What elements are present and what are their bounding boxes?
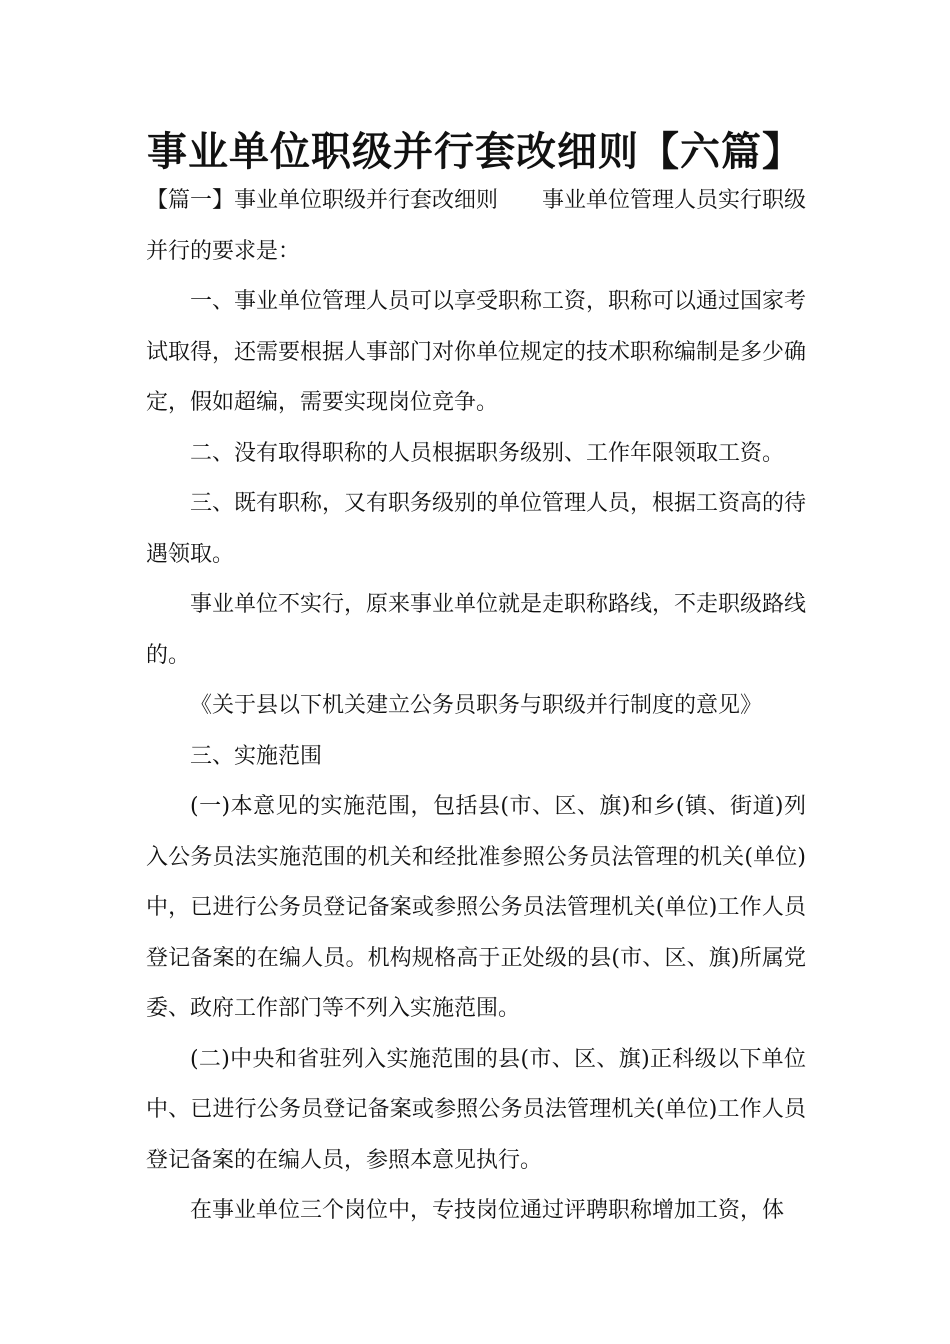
paragraph-6: 《关于县以下机关建立公务员职务与职级并行制度的意见》 <box>190 693 763 718</box>
document-body <box>146 176 806 1237</box>
paragraph-3: 二、没有取得职称的人员根据职务级别、工作年限领取工资。 <box>190 440 785 466</box>
paragraph-7: 三、实施范围 <box>190 743 323 769</box>
paragraph-9: (二)中央和省驻列入实施范围的县(市、区、旗)正科级以下单位中、已进行公务员登记备案或参照公务员法管理机关(单位)工作人员登记备案的在编人员，参照本意见执行。 <box>146 1046 806 1173</box>
paragraph-10: 在事业单位三个岗位中，专技岗位通过评聘职称增加工资，体 <box>190 1198 785 1223</box>
paragraph-5: 事业单位不实行，原来事业单位就是走职称路线，不走职级路线的。 <box>146 592 807 668</box>
paragraph-4: 三、既有职称，又有职务级别的单位管理人员，根据工资高的待遇领取。 <box>146 491 807 567</box>
paragraph-2: 一、事业单位管理人员可以享受职称工资，职称可以通过国家考试取得，还需要根据人事部门对你单位规定的技术职称编制是多少确定，假如超编，需要实现岗位竞争。 <box>146 289 807 415</box>
document-title: 事业单位职级并行套改细则【六篇】 <box>147 129 803 175</box>
paragraph-8: (一)本意见的实施范围，包括县(市、区、旗)和乡(镇、街道)列入公务员法实施范围的机关和经批准参照公务员法管理的机关(单位)中，已进行公务员登记备案或参照公务员法管理机关(单位)工作人员登记备案的在编人员。机构规格高于正处级的县(市、区、旗)所属党委、政府工作部门等不列入实施范围。 <box>146 794 806 1021</box>
paragraph-1: 【篇一】事业单位职级并行套改细则 事业单位管理人员实行职级并行的要求是： <box>146 188 807 264</box>
